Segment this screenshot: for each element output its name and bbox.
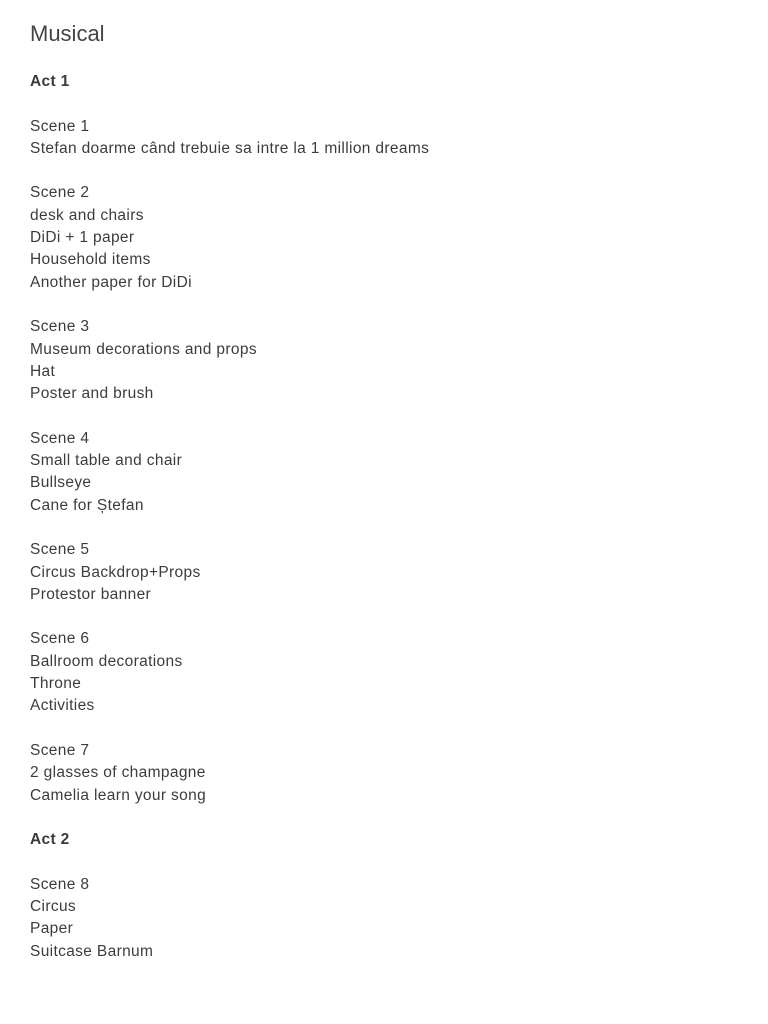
- blank-line: [30, 294, 768, 316]
- scene-item: Ballroom decorations: [30, 652, 183, 670]
- scene-title: Scene 3: [30, 318, 90, 336]
- scene-item: Poster and brush: [30, 385, 154, 403]
- scene-item: Another paper for DiDi: [30, 273, 192, 291]
- scene-item: DiDi + 1 paper: [30, 229, 135, 247]
- act-heading: Act 2: [30, 831, 70, 849]
- scene-item: Throne: [30, 675, 82, 693]
- scene-item: Museum decorations and props: [30, 340, 257, 358]
- scene-item: Suitcase Barnum: [30, 942, 154, 960]
- blank-line: [30, 606, 768, 628]
- scene-title: Scene 7: [30, 741, 90, 759]
- scene-item: Circus Backdrop+Props: [30, 563, 201, 581]
- blank-line: [30, 160, 768, 182]
- scene-item: Activities: [30, 697, 95, 715]
- blank-line: [30, 851, 768, 873]
- scene-item: Camelia learn your song: [30, 786, 207, 804]
- scene-title: Scene 6: [30, 630, 90, 648]
- blank-line: [30, 807, 768, 829]
- scene-item: desk and chairs: [30, 206, 144, 224]
- note-body[interactable]: [30, 71, 768, 963]
- scene-title: Scene 1: [30, 117, 90, 135]
- note-title[interactable]: Musical: [30, 21, 105, 46]
- scene-item: Stefan doarme când trebuie sa intre la 1 million dreams: [30, 139, 430, 157]
- blank-line: [30, 405, 768, 427]
- blank-line: [30, 718, 768, 740]
- scene-item: 2 glasses of champagne: [30, 764, 206, 782]
- scene-item: Protestor banner: [30, 585, 152, 603]
- scene-title: Scene 2: [30, 184, 90, 202]
- blank-line: [30, 517, 768, 539]
- scene-item: Cane for Ștefan: [30, 496, 144, 514]
- scene-title: Scene 5: [30, 541, 90, 559]
- scene-title: Scene 8: [30, 875, 90, 893]
- scene-item: Circus: [30, 897, 77, 915]
- scene-item: Hat: [30, 362, 56, 380]
- scene-item: Household items: [30, 251, 151, 269]
- scene-item: Small table and chair: [30, 452, 183, 470]
- scene-item: Paper: [30, 920, 74, 938]
- scene-title: Scene 4: [30, 429, 90, 447]
- scene-item: Bullseye: [30, 474, 92, 492]
- act-heading: Act 1: [30, 73, 70, 90]
- blank-line: [30, 93, 768, 115]
